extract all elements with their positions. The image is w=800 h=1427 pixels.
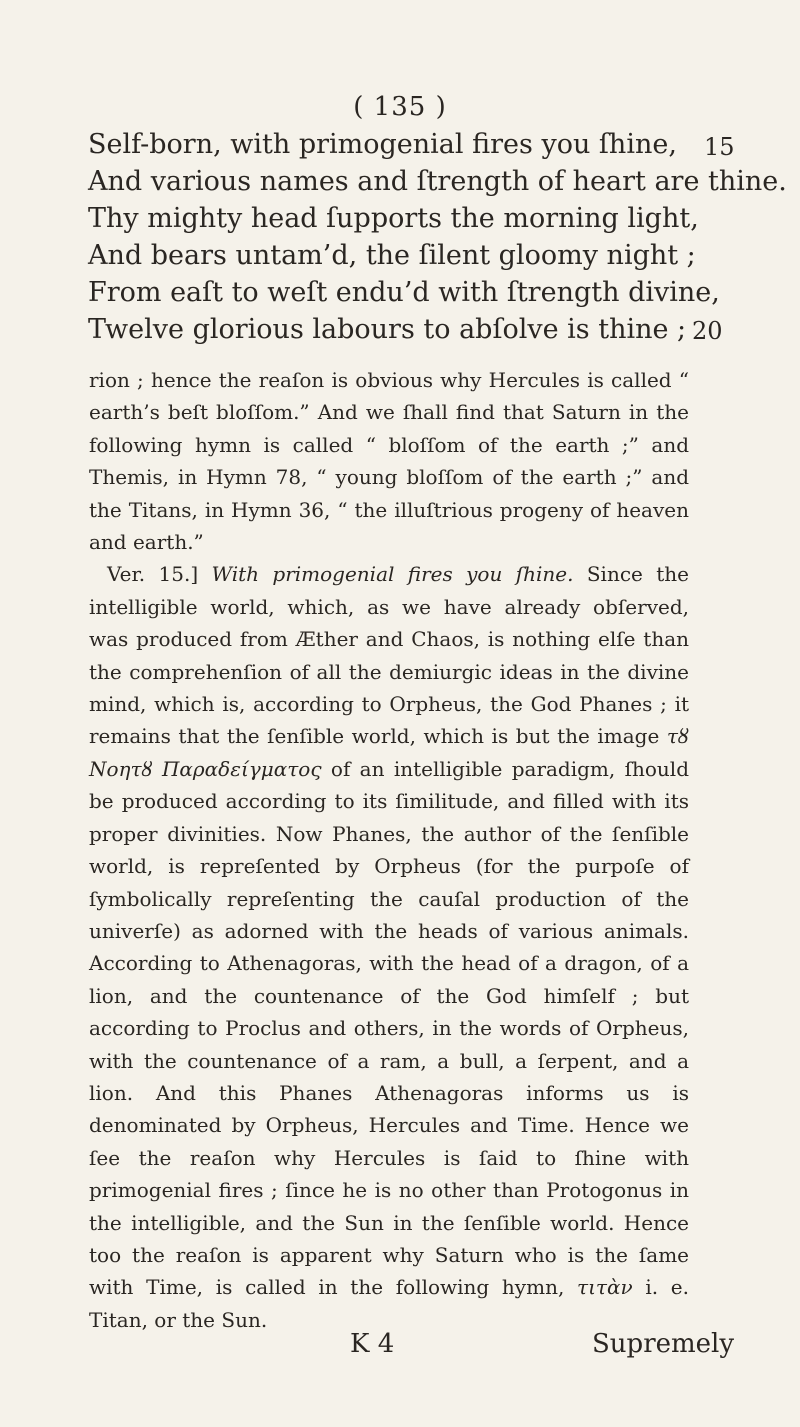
lemma: With primogenial fires you ſhine.	[211, 562, 574, 587]
verse-line: Twelve glorious labours to abſolve is thine ;	[88, 314, 687, 345]
verse-line: And various names and ſtrength of heart are thine.	[88, 166, 787, 197]
line-number: 15	[704, 133, 735, 161]
verse-line: And bears untam’d, the ſilent gloomy night ;	[88, 240, 696, 271]
verse-line: Thy mighty head ſupports the morning light,	[88, 203, 699, 234]
note-text: i. e. Titan, or the Sun.	[89, 1275, 690, 1332]
signature-mark: K 4	[350, 1329, 395, 1359]
greek-word: τιτὰν	[577, 1275, 633, 1300]
verse-line: Self-born, with primogenial fires you ſhine,	[88, 129, 677, 160]
page-number: ( 135 )	[353, 92, 447, 122]
greek-phrase: τȣ Νοητȣ Παραδείγματος	[89, 724, 690, 781]
commentary-note	[89, 364, 689, 1336]
line-number: 20	[692, 317, 723, 345]
note-paragraph	[89, 558, 689, 1336]
note-text: of an intelligible paradigm, ſhould be produced according to its ſimilitude, and filled with its proper divinities. Now Phanes, the author of the ſenſible world, is repreſented by Orpheus (for the purpoſe of ſymbolically repreſenting the cauſal production of the univerſe) as adorned with the heads of various animals. According to Athenagoras, with the head of a dragon, of a lion, and the countenance of the God himſelf ; but according to Proclus and others, in the words of Orpheus, with the countenance of a ram, a bull, a ſerpent, and a lion. And this Phanes Athenagoras informs us is denominated by Orpheus, Hercules and Time. Hence we ſee the reaſon why Hercules is ſaid to ſhine with primogenial fires ; ſince he is no other than Protogonus in the intelligible, and the Sun in the ſenſible world. Hence too the reaſon is apparent why Saturn who is the ſame with Time, is called in the following hymn,	[89, 756, 689, 1300]
catchword: Supremely	[592, 1329, 735, 1359]
verse-line: From eaſt to weſt endu’d with ſtrength divine,	[88, 277, 720, 308]
note-text: Since the intelligible world, which, as we have already obſerved, was produced from Æther and Chaos, is nothing elſe than the comprehenſion of all the demiurgic ideas in the divine mind, which is, according to Orpheus, the God Phanes ; it remains that the ſenſible world, which is but the image	[89, 562, 689, 749]
note-paragraph: rion ; hence the reaſon is obvious why Hercules is called “ earth’s beſt bloſſom.” And we ſhall find that Saturn in the following hymn is called “ bloſſom of the earth ;” and Themis, in Hymn 78, “ young bloſſom of the earth ;” and the Titans, in Hymn 36, “ the illuſtrious progeny of heaven and earth.”	[89, 368, 689, 555]
verse-reference: Ver. 15.]	[107, 562, 199, 587]
